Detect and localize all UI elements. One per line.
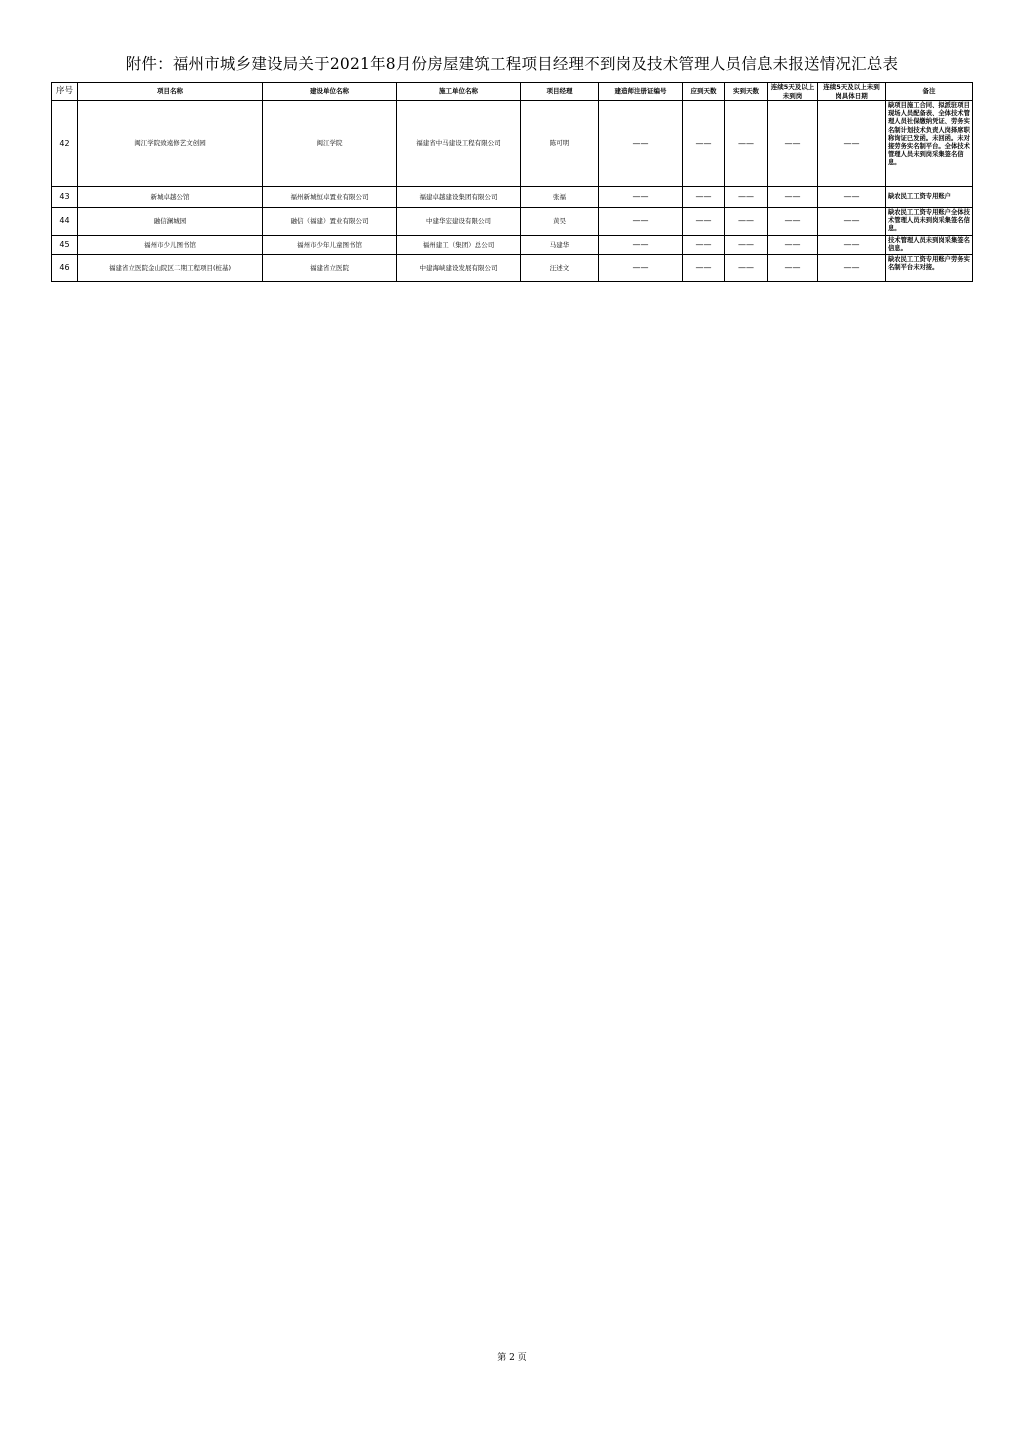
table-row xyxy=(52,254,973,281)
cell-manager: 张福 xyxy=(521,187,599,208)
cell-note: 缺农民工工资专用账户劳务实名制平台未对接。 xyxy=(886,254,973,281)
cell-note: 缺农民工工资专用账户全体技术管理人员未到岗采集签名信息。 xyxy=(886,208,973,236)
cell-note: 缺项目施工合同、拟派驻项目现场人员配备表、全体技术管理人员社保缴纳凭证、劳务实名制计划技术负责人岗择席职称询证已发函。未回函。未对接劳务实名制平台。全体技术管理人员未到岗采集签名信息。 xyxy=(886,101,973,187)
header-actual-days: 实到天数 xyxy=(725,83,768,101)
cell-manager: 黄昊 xyxy=(521,208,599,236)
cell-manager: 陈可明 xyxy=(521,101,599,187)
cell-cert: —— xyxy=(599,235,683,254)
cell-consecutive-absence: —— xyxy=(768,235,818,254)
cell-consecutive-absence: —— xyxy=(768,254,818,281)
table-row xyxy=(52,187,973,208)
page-title: 附件：福州市城乡建设局关于2021年8月份房屋建筑工程项目经理不到岗及技术管理人员信息未报送情况汇总表 xyxy=(125,55,899,73)
header-note: 备注 xyxy=(886,83,973,101)
cell-contractor: 中建华宏建设有限公司 xyxy=(397,208,521,236)
page-number: 第 2 页 xyxy=(497,1353,527,1363)
cell-cert: —— xyxy=(599,254,683,281)
cell-actual-days: —— xyxy=(725,235,768,254)
cell-actual-days: —— xyxy=(725,208,768,236)
header-absence-dates: 连续5天及以上未到岗具体日期 xyxy=(818,83,886,101)
cell-manager: 汪述文 xyxy=(521,254,599,281)
cell-cert: —— xyxy=(599,208,683,236)
header-seq: 序号 xyxy=(52,83,78,101)
cell-project: 新城卓越公馆 xyxy=(78,187,263,208)
table-row xyxy=(52,235,973,254)
table-header-row xyxy=(52,83,973,101)
cell-cert: —— xyxy=(599,101,683,187)
cell-builder: 福州新城恒卓置业有限公司 xyxy=(263,187,397,208)
cell-contractor: 福建卓越建设集团有限公司 xyxy=(397,187,521,208)
cell-consecutive-absence: —— xyxy=(768,187,818,208)
cell-note: 缺农民工工资专用账户 xyxy=(886,187,973,208)
cell-absence-dates: —— xyxy=(818,254,886,281)
cell-seq: 46 xyxy=(52,254,78,281)
cell-due-days: —— xyxy=(683,254,725,281)
cell-contractor: 福建省中马建设工程有限公司 xyxy=(397,101,521,187)
header-contractor: 施工单位名称 xyxy=(397,83,521,101)
cell-actual-days: —— xyxy=(725,187,768,208)
cell-actual-days: —— xyxy=(725,254,768,281)
cell-cert: —— xyxy=(599,187,683,208)
cell-due-days: —— xyxy=(683,187,725,208)
cell-contractor: 中建海峡建设发展有限公司 xyxy=(397,254,521,281)
header-builder: 建设单位名称 xyxy=(263,83,397,101)
cell-due-days: —— xyxy=(683,235,725,254)
header-project: 项目名称 xyxy=(78,83,263,101)
cell-project: 闽江学院致遠修艺文创园 xyxy=(78,101,263,187)
cell-project: 福州市少儿图书馆 xyxy=(78,235,263,254)
cell-builder: 融信（福建）置业有限公司 xyxy=(263,208,397,236)
cell-seq: 43 xyxy=(52,187,78,208)
cell-project: 融信澜城园 xyxy=(78,208,263,236)
cell-seq: 42 xyxy=(52,101,78,187)
header-due-days: 应到天数 xyxy=(683,83,725,101)
cell-absence-dates: —— xyxy=(818,208,886,236)
cell-manager: 马建华 xyxy=(521,235,599,254)
cell-consecutive-absence: —— xyxy=(768,101,818,187)
cell-builder: 福建省立医院 xyxy=(263,254,397,281)
table-row xyxy=(52,101,973,187)
header-consecutive-absence: 连续5天及以上未到岗 xyxy=(768,83,818,101)
table-row xyxy=(52,208,973,236)
cell-absence-dates: —— xyxy=(818,101,886,187)
cell-builder: 闽江学院 xyxy=(263,101,397,187)
cell-absence-dates: —— xyxy=(818,187,886,208)
cell-due-days: —— xyxy=(683,208,725,236)
cell-due-days: —— xyxy=(683,101,725,187)
summary-table xyxy=(51,82,973,282)
cell-builder: 福州市少年儿童图书馆 xyxy=(263,235,397,254)
cell-note: 技术管理人员未到岗采集签名信息。 xyxy=(886,235,973,254)
cell-contractor: 福州建工（集团）总公司 xyxy=(397,235,521,254)
header-cert: 建造师注册证编号 xyxy=(599,83,683,101)
header-manager: 项目经理 xyxy=(521,83,599,101)
cell-consecutive-absence: —— xyxy=(768,208,818,236)
cell-absence-dates: —— xyxy=(818,235,886,254)
cell-seq: 44 xyxy=(52,208,78,236)
cell-project: 福建省立医院金山院区二期工程项目(桩基) xyxy=(78,254,263,281)
cell-actual-days: —— xyxy=(725,101,768,187)
cell-seq: 45 xyxy=(52,235,78,254)
